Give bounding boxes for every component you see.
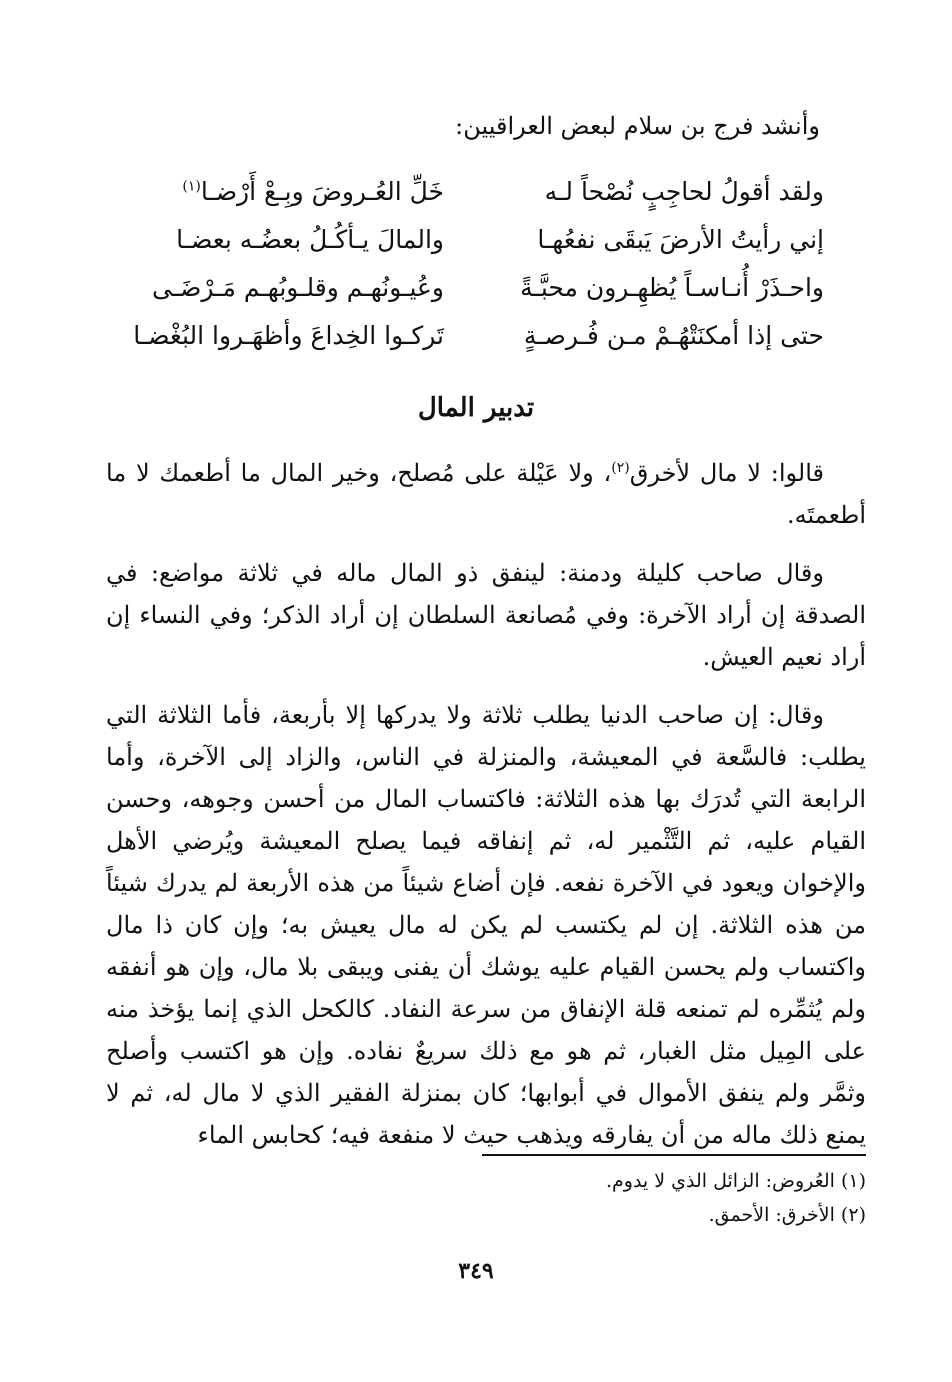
second-hemistich: تَركـوا الخِداعَ وأظهَـروا البُغْضـا — [133, 321, 444, 350]
page-number: ٣٤٩ — [458, 1258, 494, 1284]
first-hemistich: ولقد أقولُ لحاجِبٍ نُصْحاً لـه — [544, 177, 824, 206]
body-text — [106, 452, 866, 1172]
footnote-ref: (١) — [182, 178, 201, 195]
first-hemistich: إني رأيتُ الأرضَ يَبقَى نفعُهـا — [537, 225, 824, 254]
poem-verse — [124, 264, 824, 312]
paragraph — [106, 694, 866, 1156]
first-hemistich: واحـذَرْ أُنـاسـاً يُظهِـرون محبَّـةً — [520, 273, 824, 302]
footnote: (١) العُروض: الزائل الذي لا يدوم. — [605, 1170, 866, 1192]
section-heading: تدبير المال — [417, 393, 535, 423]
poem-verse — [124, 216, 824, 264]
poem-verse — [124, 168, 824, 216]
footnote: (٢) الأخرق: الأحمق. — [708, 1204, 866, 1226]
second-hemistich: وعُيـونُهـم وقلـوبُهـم مَـرْضَـى — [152, 273, 444, 302]
poem-verse — [124, 312, 824, 360]
paragraph-text: وقال صاحب كليلة ودمنة: لينفق ذو المال ماله في ثلاثة مواضع: في الصدقة إن أراد الآخرة: وفي مُصانعة السلطان إن أراد الذكر؛ وفي النساء إن أراد نعيم العيش. — [106, 559, 866, 671]
first-hemistich: حتى إذا أمكنَتْهُـمْ مـن فُـرصـةٍ — [523, 321, 824, 350]
footnote-ref: (٢) — [611, 460, 630, 476]
paragraph-text: قالوا: لا مال لأخرق — [629, 459, 824, 487]
second-hemistich: والمالَ يـأكُـلُ بعضُـه بعضـا — [176, 225, 444, 254]
paragraph-text-continued: ، ولا عَيْلة على مُصلح، وخير المال ما أطعمك لا ما أطعمتَه. — [106, 459, 866, 529]
paragraph — [106, 452, 866, 536]
second-hemistich-text: خَلِّ العُـروضَ وبِـعْ أَرْضـا — [200, 177, 444, 206]
paragraph-text: وقال: إن صاحب الدنيا يطلب ثلاثة ولا يدركها إلا بأربعة، فأما الثلاثة التي يطلب: فالسَّعة في المعيشة، والمنزلة في الناس، والزاد إلى الآخرة، وأما الرابعة التي تُدرَك بها هذه الثلاثة: فاكتساب المال من أحسن وجوهه، وحسن القيام عليه، ثم التَّثْمير له، ثم إنفاقه فيما يصلح المعيشة ويُرضي الأهل والإخوان ويعود في الآخرة نفعه. فإن أضاع شيئاً من هذه الأربعة لم يدرك شيئاً من هذه الثلاثة. إن لم يكتسب لم يكن له مال يعيش به؛ وإن كان ذا مال واكتساب ولم يحسن القيام عليه يوشك أن يفنى ويبقى بلا مال، وإن هو أنفقه ولم يُثمِّره لم تمنعه قلة الإنفاق من سرعة النفاد. كالكحل الذي إنما يؤخذ منه على المِيل مثل الغبار، ثم هو مع ذلك سريعٌ نفاده. وإن هو اكتسب وأصلح وثمَّر ولم ينفق الأموال في أبوابها؛ كان بمنزلة الفقير الذي لا مال له، ثم لا يمنع ذلك ماله من أن يفارقه ويذهب حيث لا منفعة فيه؛ كحابس الماء — [106, 701, 867, 1149]
footnote-divider — [482, 1154, 866, 1156]
paragraph — [106, 552, 866, 678]
poem — [124, 168, 824, 360]
footnotes — [106, 1164, 866, 1232]
intro-line: وأنشد فرج بن سلام لبعض العراقيين: — [455, 112, 820, 140]
second-hemistich — [124, 168, 444, 216]
